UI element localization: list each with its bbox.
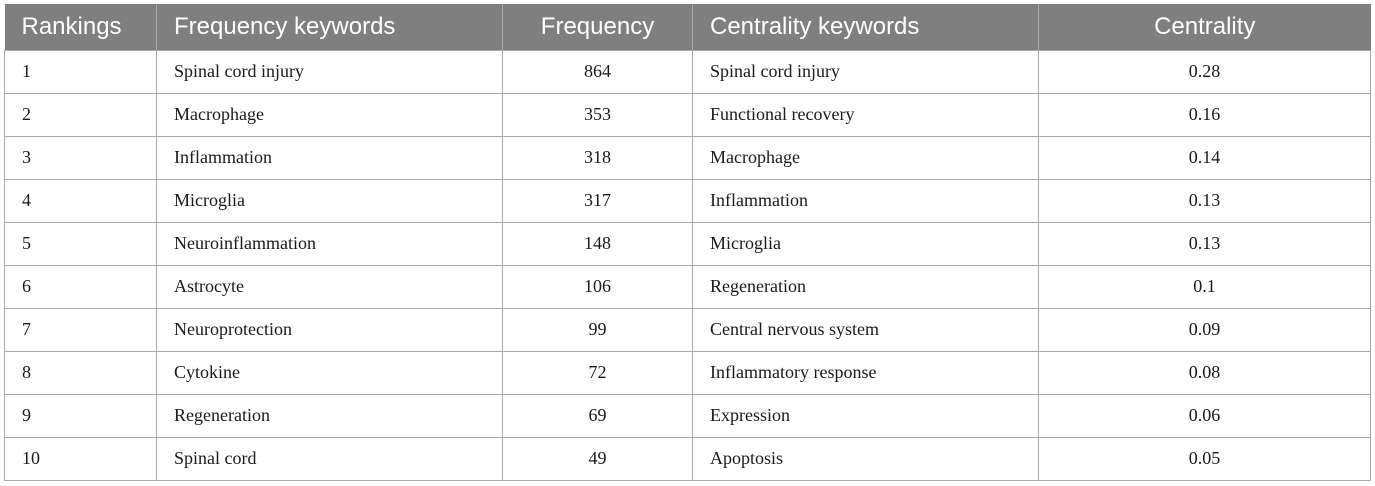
cell-frequency-keyword: Neuroinflammation (157, 222, 503, 265)
table-row (5, 179, 1371, 222)
cell-ranking: 10 (5, 437, 157, 480)
cell-frequency-keyword: Neuroprotection (157, 308, 503, 351)
header-centrality: Centrality (1039, 4, 1371, 50)
cell-centrality: 0.28 (1039, 50, 1371, 93)
cell-frequency: 864 (503, 50, 693, 93)
cell-centrality-keyword: Inflammatory response (693, 351, 1039, 394)
cell-frequency: 148 (503, 222, 693, 265)
cell-frequency-keyword: Astrocyte (157, 265, 503, 308)
table-header-row (5, 4, 1371, 50)
cell-ranking: 8 (5, 351, 157, 394)
cell-centrality: 0.06 (1039, 394, 1371, 437)
cell-ranking: 3 (5, 136, 157, 179)
cell-frequency-keyword: Microglia (157, 179, 503, 222)
cell-frequency: 353 (503, 93, 693, 136)
header-frequency-keywords: Frequency keywords (157, 4, 503, 50)
cell-frequency: 318 (503, 136, 693, 179)
cell-frequency: 49 (503, 437, 693, 480)
cell-centrality: 0.14 (1039, 136, 1371, 179)
table-row (5, 136, 1371, 179)
cell-frequency-keyword: Spinal cord (157, 437, 503, 480)
cell-ranking: 4 (5, 179, 157, 222)
cell-centrality-keyword: Regeneration (693, 265, 1039, 308)
cell-ranking: 7 (5, 308, 157, 351)
cell-centrality: 0.16 (1039, 93, 1371, 136)
cell-frequency: 72 (503, 351, 693, 394)
cell-centrality: 0.1 (1039, 265, 1371, 308)
cell-ranking: 9 (5, 394, 157, 437)
table-row (5, 308, 1371, 351)
cell-frequency-keyword: Macrophage (157, 93, 503, 136)
cell-centrality-keyword: Expression (693, 394, 1039, 437)
cell-centrality-keyword: Spinal cord injury (693, 50, 1039, 93)
table-row (5, 50, 1371, 93)
cell-frequency: 317 (503, 179, 693, 222)
cell-centrality-keyword: Central nervous system (693, 308, 1039, 351)
table-row (5, 222, 1371, 265)
header-rankings: Rankings (5, 4, 157, 50)
cell-frequency-keyword: Spinal cord injury (157, 50, 503, 93)
keywords-ranking-table (4, 4, 1371, 481)
cell-centrality: 0.05 (1039, 437, 1371, 480)
table-row (5, 351, 1371, 394)
cell-centrality-keyword: Apoptosis (693, 437, 1039, 480)
cell-centrality: 0.13 (1039, 179, 1371, 222)
cell-ranking: 1 (5, 50, 157, 93)
cell-centrality: 0.13 (1039, 222, 1371, 265)
table-row (5, 437, 1371, 480)
cell-centrality-keyword: Inflammation (693, 179, 1039, 222)
header-frequency: Frequency (503, 4, 693, 50)
table-row (5, 394, 1371, 437)
table-row (5, 265, 1371, 308)
cell-frequency: 99 (503, 308, 693, 351)
table-row (5, 93, 1371, 136)
cell-centrality-keyword: Functional recovery (693, 93, 1039, 136)
cell-frequency: 106 (503, 265, 693, 308)
cell-frequency: 69 (503, 394, 693, 437)
cell-ranking: 2 (5, 93, 157, 136)
header-centrality-keywords: Centrality keywords (693, 4, 1039, 50)
cell-centrality: 0.09 (1039, 308, 1371, 351)
cell-centrality-keyword: Macrophage (693, 136, 1039, 179)
cell-centrality: 0.08 (1039, 351, 1371, 394)
cell-frequency-keyword: Regeneration (157, 394, 503, 437)
cell-ranking: 5 (5, 222, 157, 265)
cell-frequency-keyword: Inflammation (157, 136, 503, 179)
cell-centrality-keyword: Microglia (693, 222, 1039, 265)
cell-ranking: 6 (5, 265, 157, 308)
keywords-table-container (4, 4, 1370, 481)
cell-frequency-keyword: Cytokine (157, 351, 503, 394)
table-body (5, 50, 1371, 480)
